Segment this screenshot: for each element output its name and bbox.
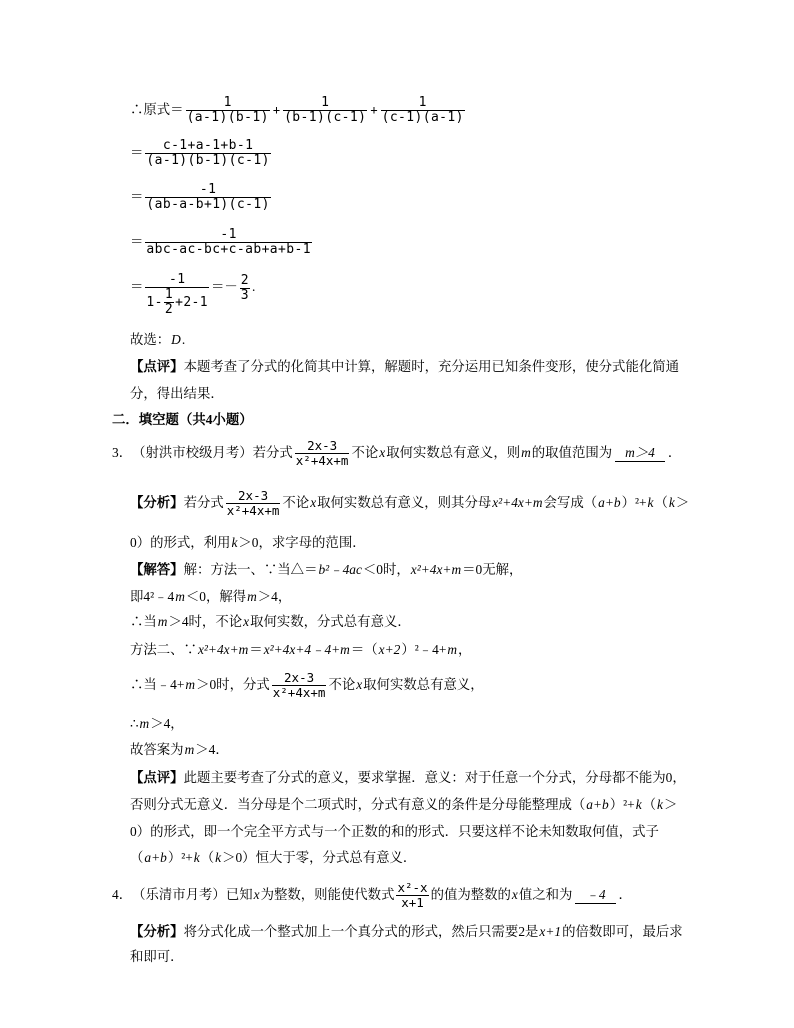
text-run: ＜0时， — [362, 562, 410, 577]
text-run: 的倍数即可，最后求 — [562, 924, 683, 939]
solution-tag: 【解答】 — [130, 562, 184, 577]
text-run: 此题主要考查了分式的意义，要求掌握．意义：对于任意一个分式，分母都不能为0， — [183, 770, 686, 785]
text-run: 解：方法一、∵当△＝ — [183, 562, 318, 577]
math-expr: a+b — [598, 495, 621, 510]
text-run: （ — [200, 850, 215, 865]
math-expr: x²+4x+m — [492, 495, 543, 510]
section-title-text: 二．填空题（共4小题） — [112, 412, 253, 427]
text-run: ＞0）恒大于零，分式总有意义． — [222, 850, 417, 865]
text-run: 否则分式无意义．当分母是个二项式时，分式有意义的条件是分母能整理成（ — [130, 797, 586, 812]
fraction-denominator: x²+4x+m — [295, 452, 349, 468]
text-run: 0）的形式，即一个完全平方式与一个正数的和的形式．只要这样不论未知数取何值，式子 — [130, 824, 659, 839]
math-expr: a+b — [144, 850, 167, 865]
math-var: x — [511, 887, 518, 902]
text-run: ＞4， — [257, 589, 292, 604]
math-var: m — [521, 445, 531, 460]
text-run: （ — [130, 850, 144, 865]
fraction-denominator: x²+4x+m — [226, 502, 280, 518]
fraction-term-3 — [381, 96, 465, 125]
fraction — [145, 139, 270, 168]
review-text: 本题考查了分式的化简其中计算，解题时，充分运用已知条件变形，使分式能化简通 — [183, 359, 680, 374]
fraction-numerator: 1 — [418, 94, 427, 110]
text-run: ＞ — [675, 495, 690, 510]
answer-blank: m＞4 — [615, 445, 665, 462]
derivation-step-4 — [130, 224, 314, 260]
text-run: 方法二、∵ — [130, 642, 197, 657]
stem-text: 值之和为 — [518, 887, 573, 902]
text-run: ）²+ — [609, 797, 635, 812]
choice-end: . — [181, 332, 186, 347]
q3-solution-line-6 — [130, 715, 184, 733]
math-var: m — [139, 716, 150, 731]
q2-review-line-1 — [130, 358, 679, 376]
derivation-step-2 — [130, 135, 273, 171]
q4-analysis-line-2 — [130, 948, 184, 966]
math-var: m — [185, 677, 196, 692]
math-var: m — [175, 589, 185, 604]
fraction-numerator: 2x-3 — [284, 669, 315, 685]
nested-fraction — [164, 288, 174, 317]
question-number: 3． — [112, 445, 133, 460]
q4-analysis-line-1 — [130, 923, 683, 941]
text-run: ＜0，解得 — [185, 589, 247, 604]
q3-review-line-3 — [130, 823, 659, 841]
text-run: （ — [654, 495, 668, 510]
text-run: ＞0时，分式 — [196, 677, 270, 692]
fraction-numerator: c-1+a-1+b-1 — [162, 137, 254, 153]
q3-review-line-2 — [130, 796, 677, 814]
math-expr: x+1 — [539, 924, 562, 939]
text-run: ＞4． — [195, 742, 229, 757]
review-tag: 【点评】 — [130, 770, 184, 785]
derivation-step-5 — [130, 273, 255, 319]
math-var: k — [635, 797, 642, 812]
text-run: 不论 — [282, 495, 310, 510]
answer-choice-line — [130, 331, 185, 349]
math-var: k — [668, 495, 675, 510]
q3-solution-line-4 — [130, 641, 471, 659]
text-run: ＝ — [249, 642, 263, 657]
equals-sign: ＝ — [130, 145, 144, 160]
text-run: ＝（ — [350, 642, 378, 657]
text-run: ＞4， — [150, 716, 184, 731]
math-var: x — [356, 677, 363, 692]
math-expr: x²+4x+4﹣4+m — [263, 642, 350, 657]
period: . — [252, 279, 256, 294]
fraction-denominator: (ab-a-b+1)(c-1) — [146, 196, 270, 212]
fraction-denominator: (a-1)(b-1) — [186, 109, 269, 125]
stem-fraction — [396, 881, 428, 910]
text-run: 若分式 — [183, 495, 224, 510]
equals-minus-sign: ＝－ — [211, 279, 238, 294]
stem-end: ． — [667, 445, 682, 460]
result-fraction — [240, 274, 250, 303]
fraction-numerator: 2x-3 — [307, 437, 338, 453]
fraction-numerator: -1 — [168, 272, 186, 287]
math-var: k — [657, 797, 663, 812]
fraction-term-2 — [283, 96, 367, 125]
fraction — [145, 228, 312, 257]
fraction-numerator: -1 — [220, 226, 237, 242]
text-run: 会写成（ — [543, 495, 598, 510]
text-run: ＞0，求字母的范围． — [238, 535, 366, 550]
text-run: ）²﹣4+ — [401, 642, 447, 657]
text-run: ∴当﹣4+ — [130, 677, 185, 692]
equals-sign: ＝ — [130, 189, 144, 204]
stem-text: 取何实数总有意义，则 — [386, 445, 521, 460]
q3-solution-line-3 — [130, 613, 411, 631]
text-run: 故答案为 — [130, 742, 184, 757]
text-run: 即4²﹣4 — [130, 589, 175, 604]
math-var: x — [379, 445, 386, 460]
plus-sign: + — [370, 103, 378, 117]
analysis-tag: 【分析】 — [130, 924, 184, 939]
text-run: 取何实数，分式总有意义． — [250, 614, 411, 629]
q3-review-line-1 — [130, 769, 686, 787]
text-run: ）²+ — [167, 850, 193, 865]
choice-letter: D — [171, 332, 181, 347]
answer-blank: ﹣4 — [575, 887, 615, 904]
stem-text: 的取值范围为 — [531, 445, 613, 460]
analysis-tag: 【分析】 — [130, 495, 184, 510]
math-var: m — [157, 614, 168, 629]
fraction-denominator: (c-1)(a-1) — [381, 109, 464, 125]
solution-fraction — [272, 671, 327, 700]
math-var: x — [243, 614, 250, 629]
denominator-part: +2-1 — [175, 294, 209, 310]
choice-label: 故选： — [130, 332, 171, 347]
fraction-numerator: x²-x — [397, 879, 428, 895]
denominator-part: 1- — [146, 294, 163, 310]
plus-sign: + — [272, 103, 281, 117]
q3-stem — [112, 435, 681, 471]
text-run: ＞4时，不论 — [168, 614, 243, 629]
q3-solution-line-2 — [130, 588, 291, 606]
section-title — [112, 411, 253, 429]
text-run: ∴当 — [130, 614, 157, 629]
review-tag: 【点评】 — [130, 359, 184, 374]
fraction-denominator: (b-1)(c-1) — [284, 109, 367, 125]
stem-text: （乐清市月考）已知 — [132, 887, 253, 902]
math-var: m — [247, 589, 257, 604]
text-run: 和即可． — [130, 949, 184, 964]
stem-text: 的值为整数的 — [430, 887, 511, 902]
equals-sign: ＝ — [130, 234, 144, 249]
fraction-denominator: x+1 — [396, 895, 428, 910]
q3-review-line-4 — [130, 849, 416, 867]
text-run: ∴ — [130, 716, 139, 731]
q3-solution-line-7 — [130, 741, 229, 759]
q2-review-line-2 — [130, 385, 224, 403]
fraction-numerator: 1 — [223, 94, 232, 110]
derivation-lead: ∴原式＝ — [130, 102, 184, 117]
math-var: k — [647, 495, 654, 510]
fraction-denominator — [145, 287, 209, 317]
fraction-denominator: (a-1)(b-1)(c-1) — [146, 152, 270, 168]
math-expr: x²+4x+m — [197, 642, 249, 657]
question-number: 4． — [112, 887, 133, 902]
fraction — [145, 273, 209, 317]
equals-sign: ＝ — [130, 279, 144, 294]
stem-text: 不论 — [351, 445, 379, 460]
derivation-step-1 — [130, 92, 467, 128]
math-expr: x+2 — [378, 642, 401, 657]
text-run: ， — [458, 642, 472, 657]
text-run: 不论 — [328, 677, 356, 692]
fraction-denominator: 3 — [240, 288, 250, 303]
fraction-numerator: -1 — [199, 181, 217, 197]
derivation-step-3 — [130, 179, 273, 215]
text-run: 取何实数总有意义，则其分母 — [317, 495, 492, 510]
review-text: 分，得出结果． — [130, 386, 224, 401]
fraction-denominator: abc-ac-bc+c-ab+a+b-1 — [146, 241, 311, 257]
text-run: 将分式化成一个整式加上一个真分式的形式，然后只需要2是 — [183, 924, 539, 939]
q4-stem — [112, 877, 632, 913]
text-run: （ — [642, 797, 657, 812]
fraction-numerator: 2x-3 — [238, 487, 269, 503]
fraction-term-1 — [186, 96, 270, 125]
text-run: ＝0无解， — [462, 562, 523, 577]
q3-solution-line-1 — [130, 561, 522, 579]
text-run: ＞ — [663, 797, 678, 812]
math-var: k — [215, 850, 222, 865]
fraction-denominator: x²+4x+m — [272, 684, 326, 700]
math-var: x — [310, 495, 317, 510]
fraction-numerator: 2 — [240, 273, 250, 288]
math-expr: a+b — [586, 797, 609, 812]
stem-text: （射洪市校级月考）若分式 — [132, 445, 293, 460]
fraction-numerator: 1 — [321, 94, 330, 110]
q3-solution-line-5 — [130, 667, 484, 703]
fraction — [145, 183, 270, 212]
q3-analysis-line-2 — [130, 534, 366, 552]
math-expr: x²+4x+m — [410, 562, 462, 577]
analysis-fraction — [226, 489, 281, 518]
fraction-numerator: 1 — [164, 287, 174, 302]
stem-text: 为整数，则能使代数式 — [260, 887, 395, 902]
math-var: k — [193, 850, 200, 865]
stem-end: ． — [618, 887, 632, 902]
text-run: 取何实数总有意义， — [363, 677, 484, 692]
text-run: ）²+ — [621, 495, 647, 510]
math-var: m — [447, 642, 458, 657]
math-var: x — [253, 887, 260, 902]
math-expr: b²﹣4ac — [318, 562, 362, 577]
math-var: m — [184, 742, 195, 757]
text-run: 0）的形式，利用 — [130, 535, 231, 550]
q3-analysis-line-1 — [130, 485, 689, 521]
stem-fraction — [295, 439, 350, 468]
fraction-denominator: 2 — [164, 302, 174, 317]
math-var: k — [231, 535, 238, 550]
